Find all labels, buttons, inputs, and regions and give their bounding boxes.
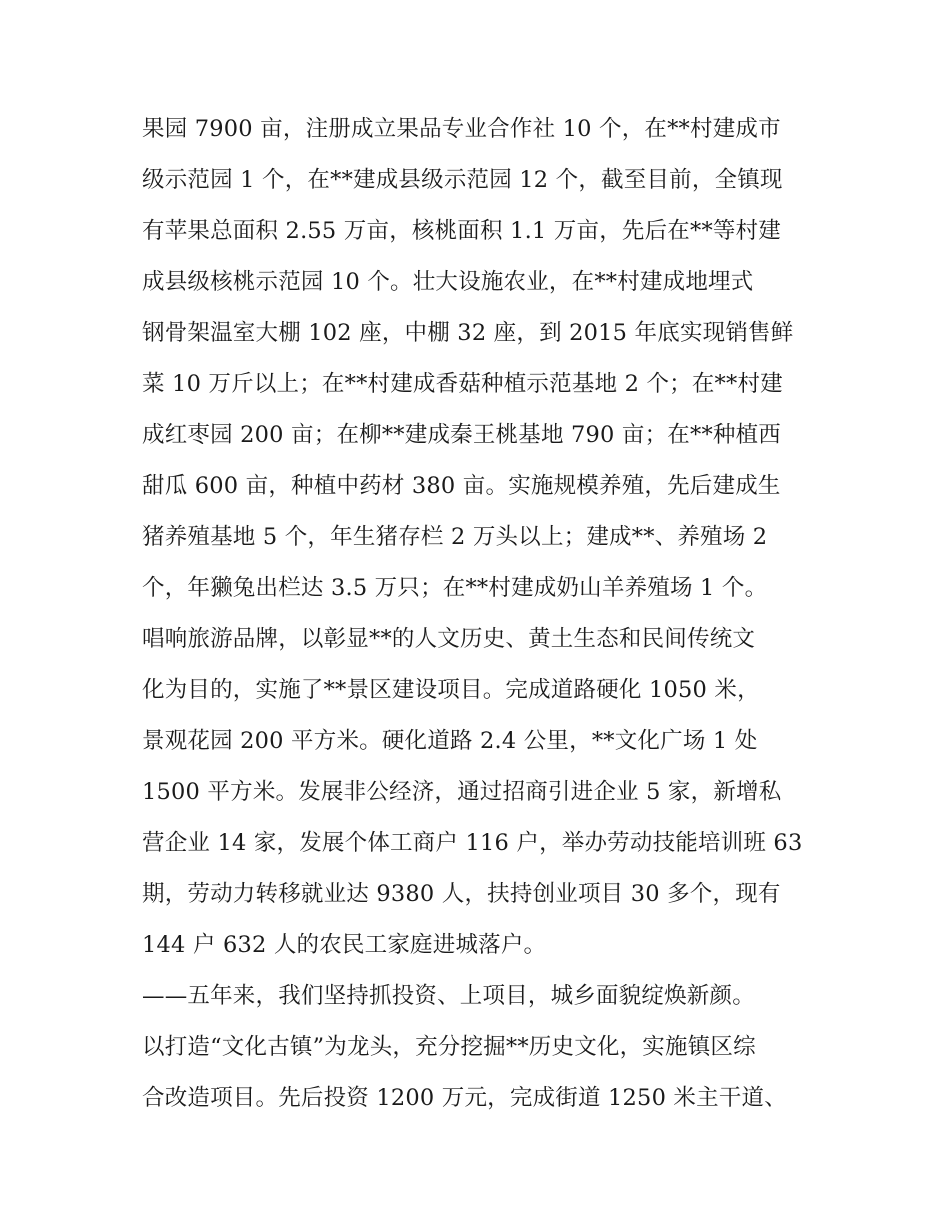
text-line: 级示范园 1 个，在**建成县级示范园 12 个，截至目前，全镇现 [142, 167, 783, 193]
text-line: 个，年獭兔出栏达 3.5 万只；在**村建成奶山羊养殖场 1 个。 [142, 575, 768, 601]
text-line: 以打造“文化古镇”为龙头，充分挖掘**历史文化，实施镇区综 [142, 1034, 756, 1060]
text-line: 期，劳动力转移就业达 9380 人，扶持创业项目 30 多个，现有 [142, 881, 781, 907]
text-line: 果园 7900 亩，注册成立果品专业合作社 10 个，在**村建成市 [142, 116, 781, 142]
text-line: 菜 10 万斤以上；在**村建成香菇种植示范基地 2 个；在**村建 [142, 371, 783, 397]
text-line: 营企业 14 家，发展个体工商户 116 户，举办劳动技能培训班 63 [142, 830, 803, 856]
text-line: ——五年来，我们坚持抓投资、上项目，城乡面貌绽焕新颜。 [142, 983, 755, 1009]
text-line: 144 户 632 人的农民工家庭进城落户。 [142, 932, 547, 958]
text-line: 成红枣园 200 亩；在柳**建成秦王桃基地 790 亩；在**种植西 [142, 422, 782, 448]
text-line: 成县级核桃示范园 10 个。壮大设施农业，在**村建成地埋式 [142, 269, 754, 295]
text-line: 化为目的，实施了**景区建设项目。完成道路硬化 1050 米， [142, 677, 760, 703]
text-line: 钢骨架温室大棚 102 座，中棚 32 座，到 2015 年底实现销售鲜 [142, 320, 794, 346]
text-line: 1500 平方米。发展非公经济，通过招商引进企业 5 家，新增私 [142, 779, 782, 805]
text-line: 猪养殖基地 5 个，年生猪存栏 2 万头以上；建成**、养殖场 2 [142, 524, 768, 550]
text-line: 景观花园 200 平方米。硬化道路 2.4 公里，**文化广场 1 处 [142, 728, 758, 754]
text-line: 有苹果总面积 2.55 万亩，核桃面积 1.1 万亩，先后在**等村建 [142, 218, 781, 244]
text-line: 唱响旅游品牌，以彰显**的人文历史、黄土生态和民间传统文 [142, 626, 756, 652]
text-line: 合改造项目。先后投资 1200 万元，完成街道 1250 米主干道、 [142, 1085, 787, 1111]
text-line: 甜瓜 600 亩，种植中药材 380 亩。实施规模养殖，先后建成生 [142, 473, 781, 499]
